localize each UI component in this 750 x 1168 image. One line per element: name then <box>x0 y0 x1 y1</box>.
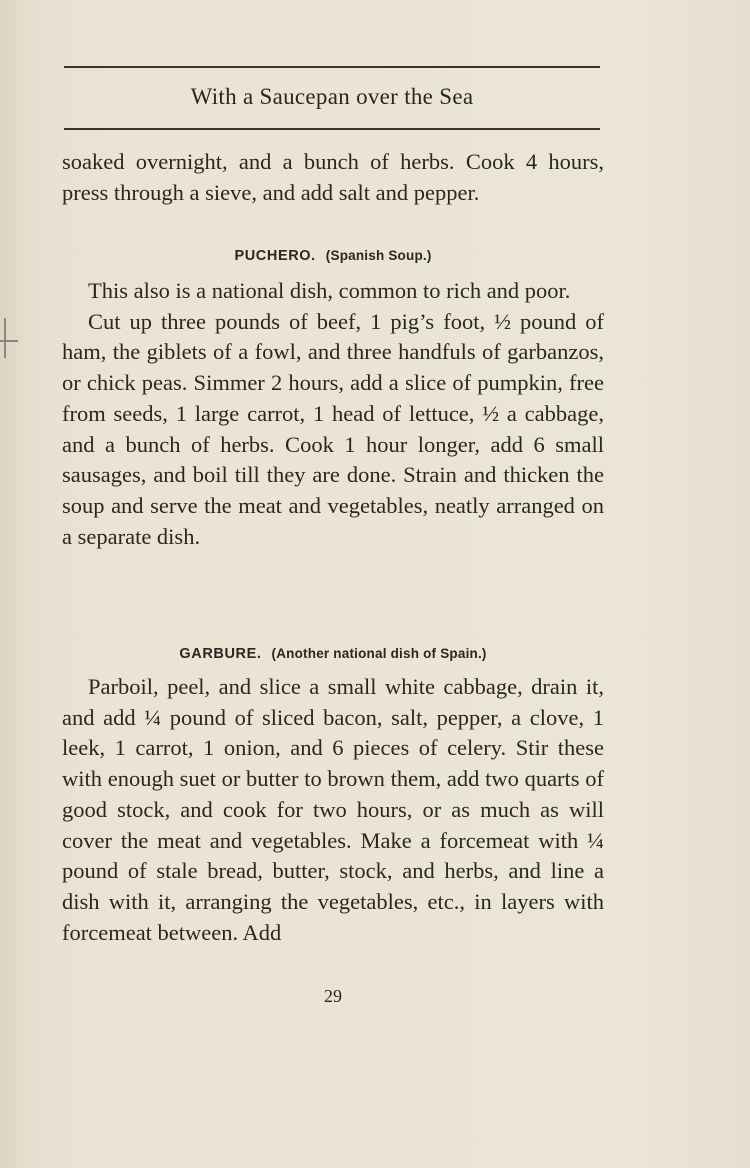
continuation-paragraph: soaked overnight, and a bunch of herbs. Cook 4 hours, press through a sieve, and add salt and pepper. <box>62 149 604 205</box>
paragraph: Parboil, peel, and slice a small white cabbage, drain it, and add ¼ pound of sliced bacon, salt, pepper, a clove, 1 leek, 1 carrot, 1 onion, and 6 pieces of celery. Stir these with enough suet or butter to brown them, add two quarts of good stock, and cook for two hours, or as much as will cover the meat and vegetables. Make a forcemeat with ¼ pound of stale bread, butter, stock, and herbs, and line a dish with it, arranging the vegetables, etc., in layers with forcemeat between. Add <box>62 674 604 945</box>
margin-mark <box>0 340 18 342</box>
page-number: 29 <box>324 986 342 1006</box>
running-head: With a Saucepan over the Sea <box>190 84 474 109</box>
margin-mark <box>4 318 6 358</box>
section-subtitle: (Another national dish of Spain.) <box>271 646 487 661</box>
section-title: GARBURE. <box>179 646 262 662</box>
continuation-block <box>62 147 604 208</box>
section-title: PUCHERO. <box>234 248 316 264</box>
section-heading-puchero <box>62 248 604 264</box>
section-body-garbure <box>62 672 604 948</box>
header-rule-bottom <box>64 128 600 130</box>
section-heading-garbure <box>62 646 604 662</box>
paragraph: This also is a national dish, common to rich and poor. <box>88 278 571 303</box>
section-body-puchero <box>62 276 604 552</box>
header-rule-top <box>64 66 600 68</box>
section-subtitle: (Spanish Soup.) <box>325 248 432 263</box>
paragraph: Cut up three pounds of beef, 1 pig’s foot, ½ pound of ham, the giblets of a fowl, and three handfuls of garbanzos, or chick peas. Simmer 2 hours, add a slice of pumpkin, free from seeds, 1 large carrot, 1 head of lettuce, ½ a cabbage, and a bunch of herbs. Cook 1 hour longer, add 6 small sausages, and boil till they are done. Strain and thicken the soup and serve the meat and vegetables, neatly arranged on a separate dish. <box>62 308 604 549</box>
